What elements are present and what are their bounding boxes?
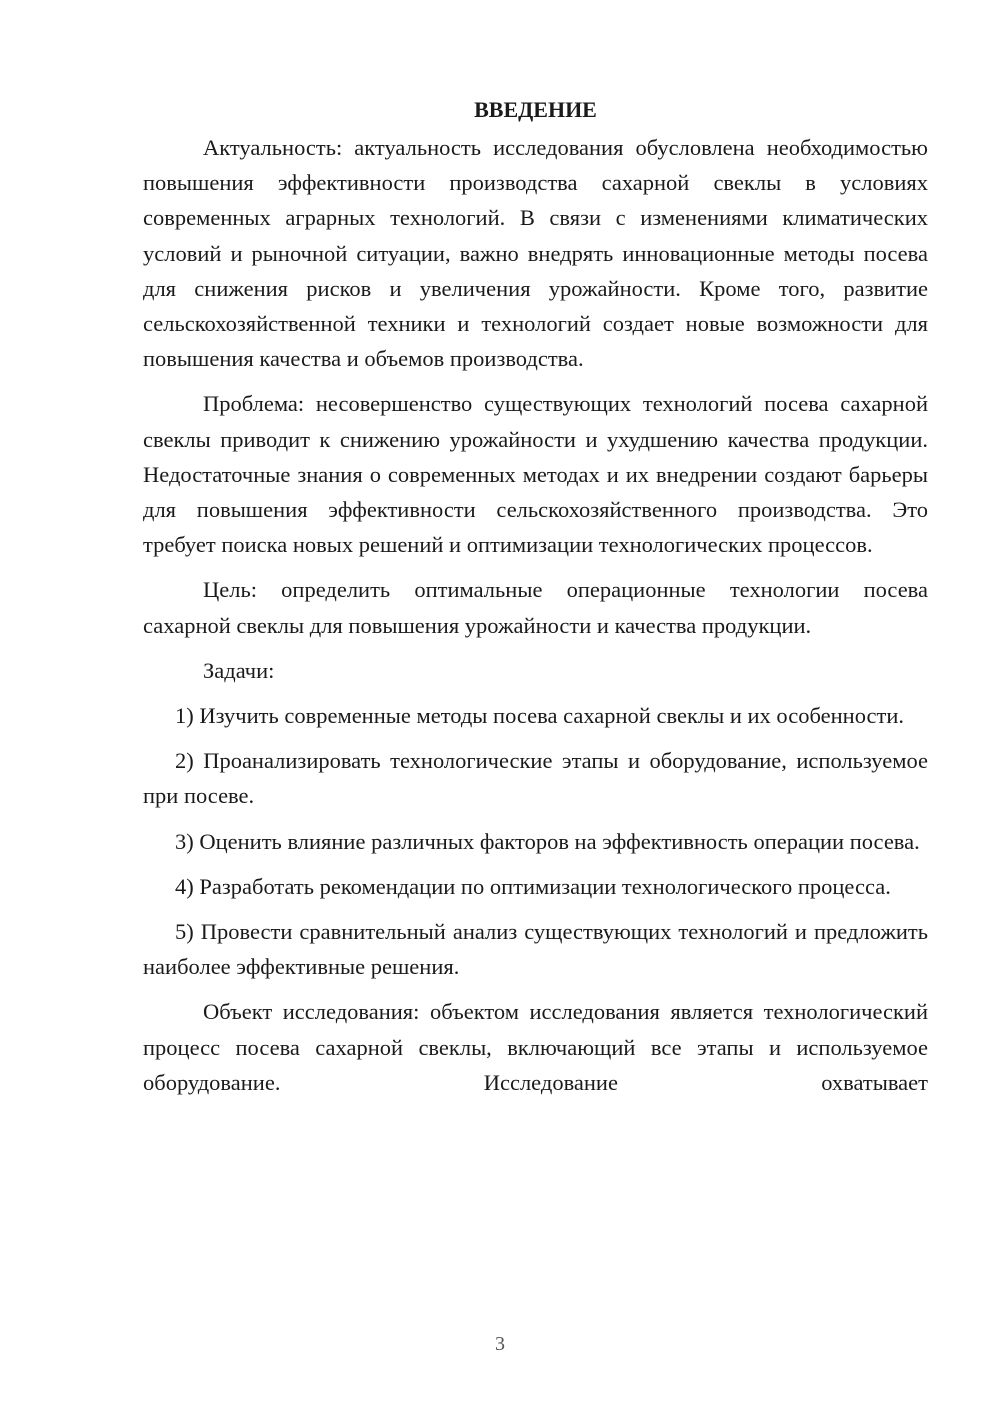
task-item: 2) Проанализировать технологические этапы и оборудование, используемое при посеве. <box>143 748 928 809</box>
relevance-paragraph: Актуальность: актуальность исследования обусловлена необходимостью повышения эффективности производства сахарной свеклы в условиях современных аграрных технологий. В связи с изменениями климатических условий и рыночной ситуации, важно внедрять инновационные методы посева для снижения рисков и увеличения урожайности. Кроме того, развитие сельскохозяйственной техники и технологий создает новые возможности для повышения качества и объемов производства. <box>143 135 928 372</box>
task-item: 5) Провести сравнительный анализ существующих технологий и предложить наиболее эффективные решения. <box>143 919 928 980</box>
page-number: 3 <box>495 1333 505 1355</box>
object-paragraph: Объект исследования: объектом исследования является технологический процесс посева сахарной свеклы, включающий все этапы и используемое оборудование. Исследование охватывает <box>143 999 928 1095</box>
goal-paragraph: Цель: определить оптимальные операционные технологии посева сахарной свеклы для повышения урожайности и качества продукции. <box>143 577 928 638</box>
task-item: 3) Оценить влияние различных факторов на эффективность операции посева. <box>175 828 920 854</box>
task-item: 4) Разработать рекомендации по оптимизации технологического процесса. <box>175 873 891 899</box>
document-page <box>143 90 928 1100</box>
problem-paragraph: Проблема: несовершенство существующих технологий посева сахарной свеклы приводит к снижению урожайности и ухудшению качества продукции. Недостаточные знания о современных методах и их внедрении создают барьеры для повышения эффективности сельскохозяйственного производства. Это требует поиска новых решений и оптимизации технологических процессов. <box>143 391 928 558</box>
tasks-heading: Задачи: <box>203 657 275 683</box>
page-title: ВВЕДЕНИЕ <box>474 97 597 122</box>
task-item: 1) Изучить современные методы посева сахарной свеклы и их особенности. <box>175 703 904 729</box>
task-list <box>143 698 928 984</box>
